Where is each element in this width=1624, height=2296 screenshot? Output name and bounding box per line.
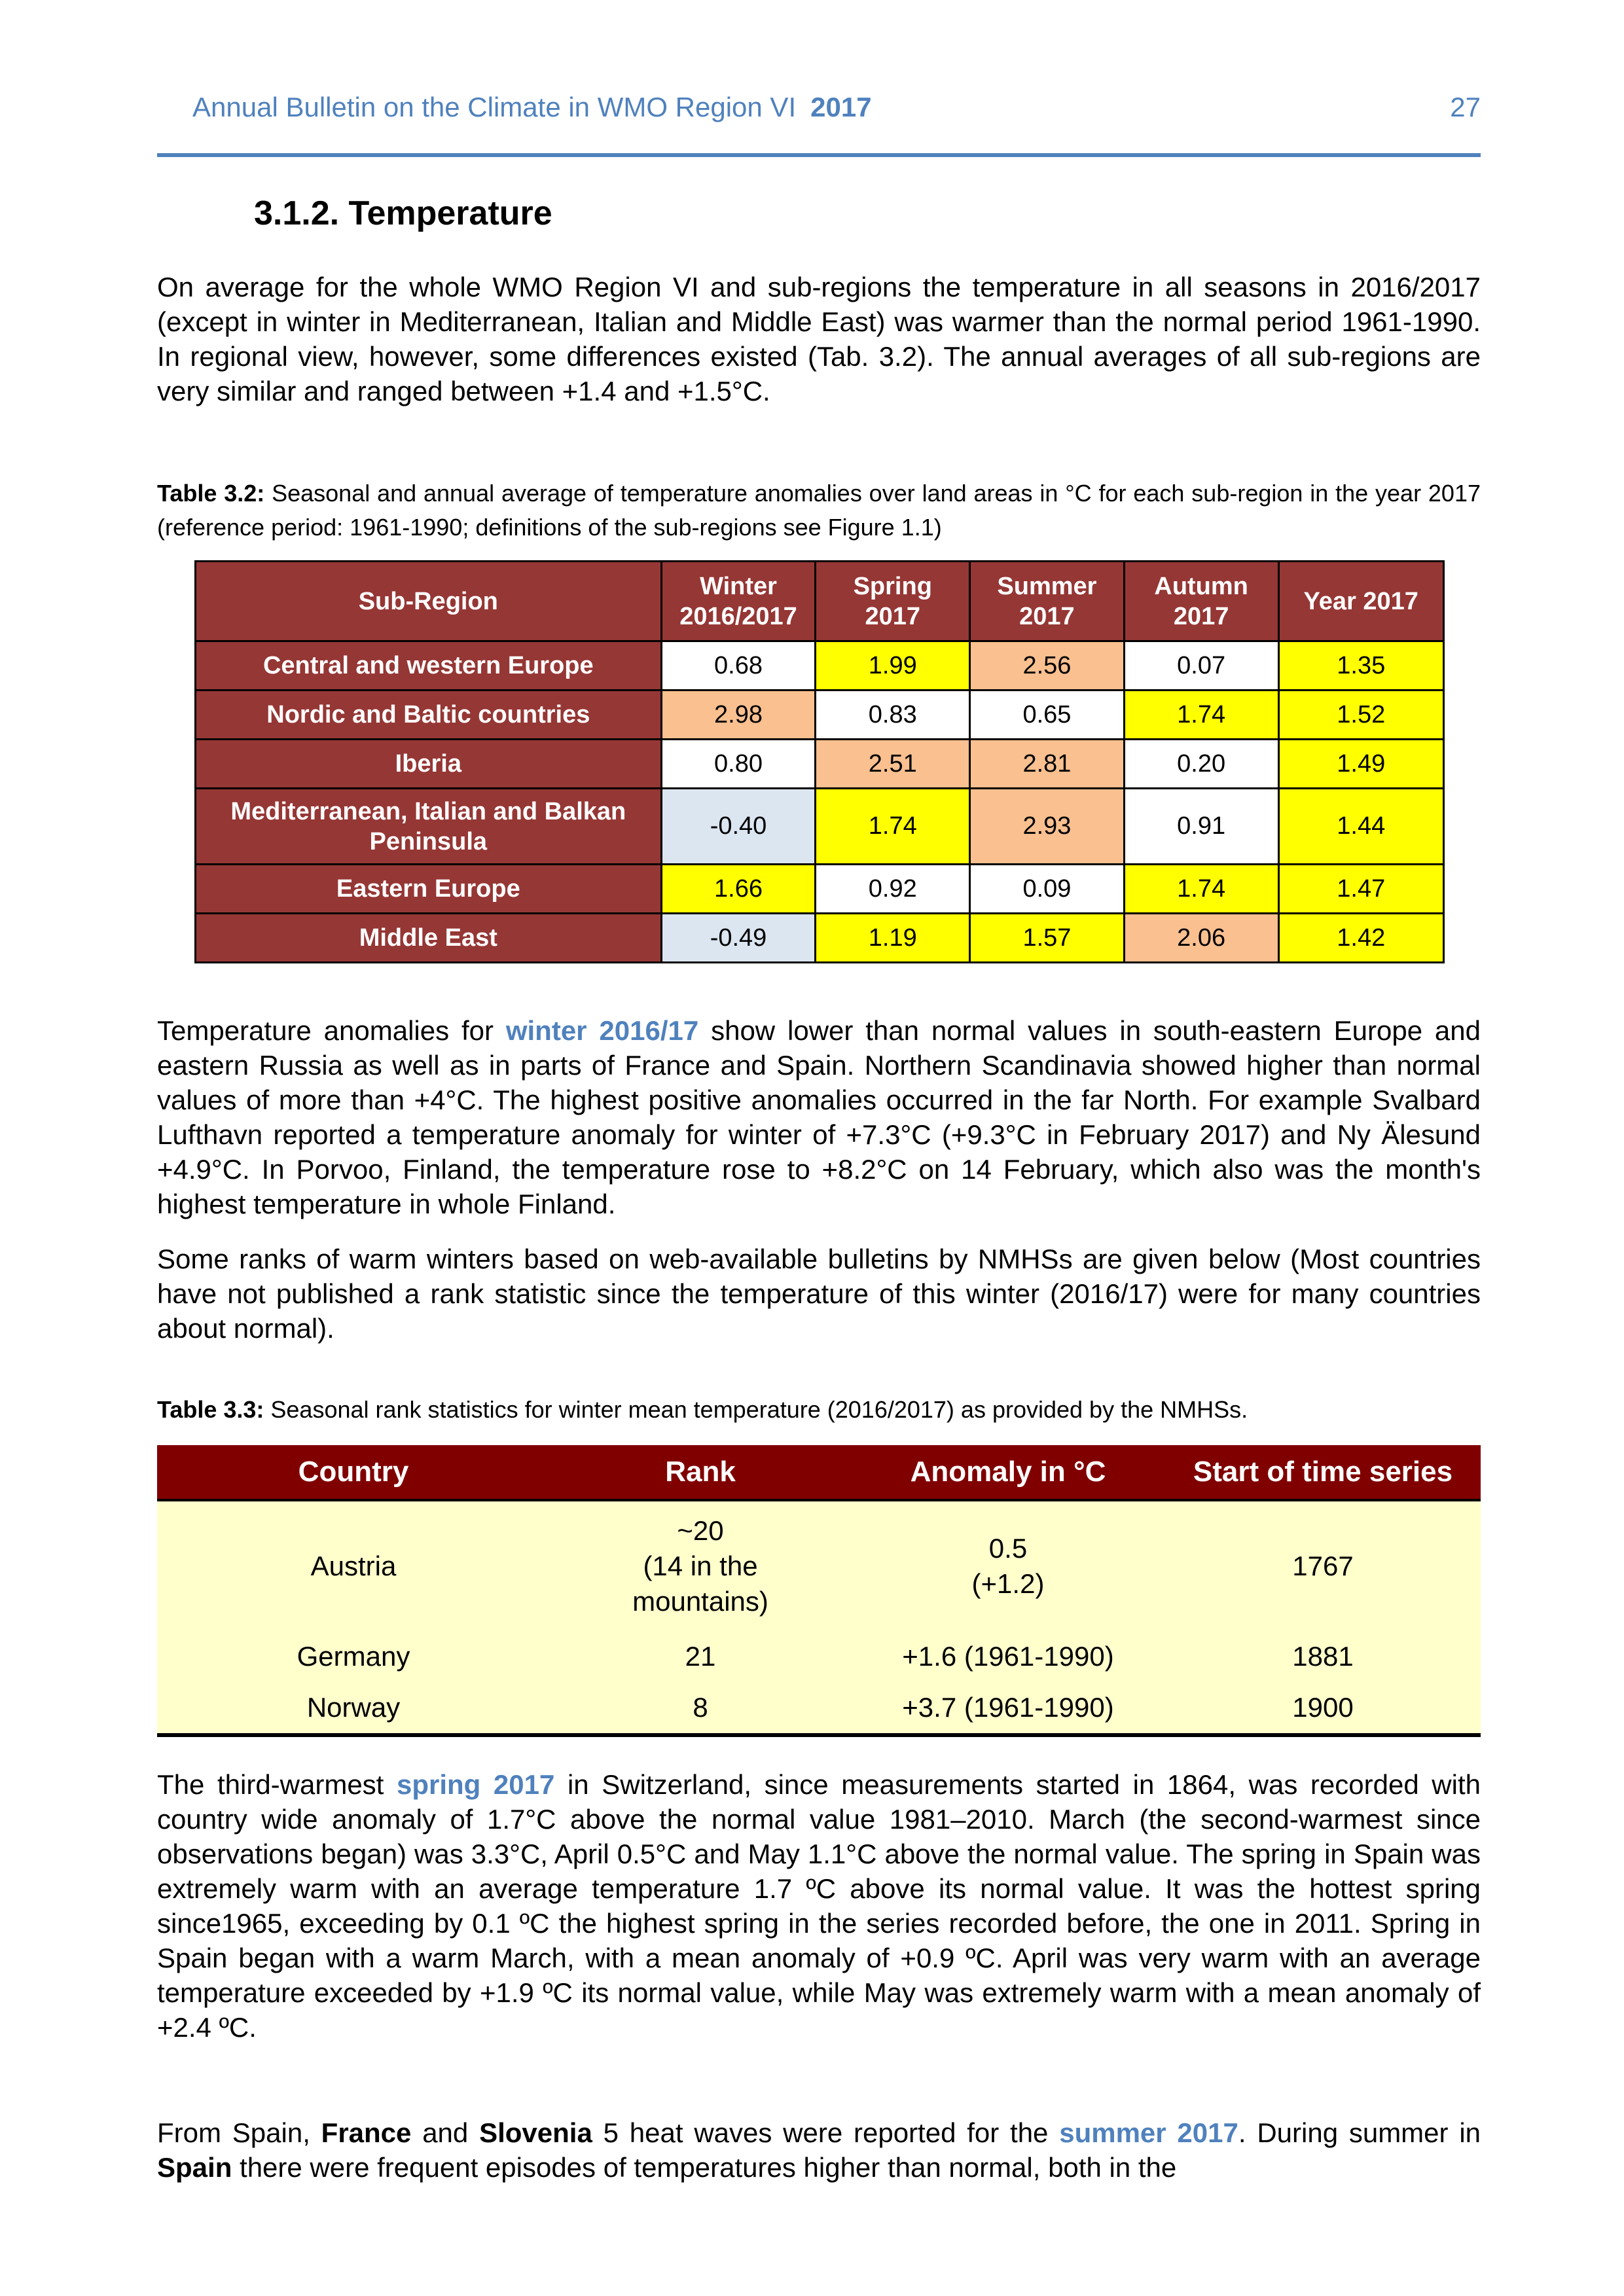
cell-country: Austria xyxy=(157,1500,550,1631)
col-header-spring-line2: 2017 xyxy=(865,602,921,630)
table-row xyxy=(196,641,1444,691)
table-row xyxy=(196,740,1444,789)
cell-anomaly: +1.6 (1961-1990) xyxy=(851,1631,1165,1682)
summer-text-5: there were frequent episodes of temperatures higher than normal, both in the xyxy=(232,2152,1177,2183)
summer-text-2: and xyxy=(411,2117,480,2148)
col-header-autumn xyxy=(1124,562,1278,641)
cell-summer: 0.09 xyxy=(970,865,1125,914)
col-header-summer-line2: 2017 xyxy=(1019,602,1075,630)
cell-winter: 0.80 xyxy=(661,740,816,789)
table-row xyxy=(196,865,1444,914)
row-label: Middle East xyxy=(196,914,662,963)
cell-summer: 0.65 xyxy=(970,691,1125,740)
cell-autumn: 0.91 xyxy=(1124,789,1278,865)
col-header-winter-line1: Winter xyxy=(700,572,777,600)
summer-highlight: summer 2017 xyxy=(1059,2117,1238,2148)
cell-anomaly-line2: (+1.2) xyxy=(971,1568,1045,1599)
table-3-3 xyxy=(157,1445,1481,1737)
table-row xyxy=(157,1631,1481,1682)
cell-start: 1767 xyxy=(1165,1500,1481,1631)
cell-rank-line3: mountains) xyxy=(632,1586,768,1617)
cell-summer: 2.81 xyxy=(970,740,1125,789)
col-header-year: Year 2017 xyxy=(1278,562,1444,641)
cell-rank-line1: ~20 xyxy=(677,1515,724,1546)
header-title-text: Annual Bulletin on the Climate in WMO Region VI xyxy=(192,92,797,122)
cell-start: 1900 xyxy=(1165,1682,1481,1735)
col-header-summer xyxy=(970,562,1125,641)
col-header-winter xyxy=(661,562,816,641)
summer-bold-slovenia: Slovenia xyxy=(479,2117,592,2148)
summer-bold-spain: Spain xyxy=(157,2152,232,2183)
spring-paragraph xyxy=(157,1767,1481,2045)
table-3-3-header-row xyxy=(157,1445,1481,1500)
col-header-summer-line1: Summer xyxy=(997,572,1097,600)
intro-paragraph: On average for the whole WMO Region VI and sub-regions the temperature in all seasons in 2016/2017 (except in winter in Mediterranean, Italian and Middle East) was warmer than the normal period 1961-1990. In regional view, however, some differences existed (Tab. 3.2). The annual averages of all sub-regions are very similar and ranged between +1.4 and +1.5°C. xyxy=(157,272,1481,406)
cell-year: 1.42 xyxy=(1278,914,1444,963)
summer-text-3: 5 heat waves were reported for the xyxy=(592,2117,1060,2148)
col-header-autumn-line1: Autumn xyxy=(1154,572,1248,600)
col-header-spring xyxy=(816,562,970,641)
cell-autumn: 0.20 xyxy=(1124,740,1278,789)
cell-summer: 2.93 xyxy=(970,789,1125,865)
col-header-spring-line1: Spring xyxy=(853,572,932,600)
cell-country: Norway xyxy=(157,1682,550,1735)
cell-summer: 1.57 xyxy=(970,914,1125,963)
cell-spring: 1.19 xyxy=(816,914,970,963)
cell-winter: 1.66 xyxy=(661,865,816,914)
winter-highlight: winter 2016/17 xyxy=(505,1015,699,1046)
section-title: 3.1.2. Temperature xyxy=(254,194,552,232)
header-title xyxy=(192,92,872,123)
table-3-2-caption xyxy=(157,476,1481,545)
cell-start: 1881 xyxy=(1165,1631,1481,1682)
header-year: 2017 xyxy=(810,92,872,122)
cell-spring: 0.92 xyxy=(816,865,970,914)
table-row xyxy=(196,691,1444,740)
cell-autumn: 1.74 xyxy=(1124,865,1278,914)
cell-autumn: 2.06 xyxy=(1124,914,1278,963)
table-3-2-caption-label: Table 3.2: xyxy=(157,480,265,507)
cell-spring: 1.74 xyxy=(816,789,970,865)
cell-year: 1.52 xyxy=(1278,691,1444,740)
table-3-3-caption-label: Table 3.3: xyxy=(157,1396,264,1423)
ranks-paragraph: Some ranks of warm winters based on web-available bulletins by NMHSs are given below (Most countries have not published a rank statistic since the temperature of this winter (2016/17) were for many countries about normal). xyxy=(157,1244,1481,1344)
cell-spring: 1.99 xyxy=(816,641,970,691)
winter-paragraph-start: Temperature anomalies for xyxy=(157,1015,506,1046)
cell-autumn: 1.74 xyxy=(1124,691,1278,740)
cell-winter: 0.68 xyxy=(661,641,816,691)
cell-autumn: 0.07 xyxy=(1124,641,1278,691)
summer-text-4: . During summer in xyxy=(1238,2117,1481,2148)
cell-country: Germany xyxy=(157,1631,550,1682)
col-header-winter-line2: 2016/2017 xyxy=(679,602,797,630)
cell-rank: 21 xyxy=(550,1631,851,1682)
table-row xyxy=(157,1500,1481,1631)
cell-rank: 8 xyxy=(550,1682,851,1735)
col-header-autumn-line2: 2017 xyxy=(1173,602,1229,630)
cell-spring: 2.51 xyxy=(816,740,970,789)
cell-winter: -0.40 xyxy=(661,789,816,865)
table-3-3-caption-text: Seasonal rank statistics for winter mean temperature (2016/2017) as provided by the NMHSs. xyxy=(264,1396,1248,1423)
row-label: Mediterranean, Italian and Balkan Peninsula xyxy=(196,789,662,865)
cell-year: 1.44 xyxy=(1278,789,1444,865)
spring-paragraph-start: The third-warmest xyxy=(157,1769,397,1800)
table-row xyxy=(157,1682,1481,1735)
cell-anomaly: +3.7 (1961-1990) xyxy=(851,1682,1165,1735)
spring-highlight: spring 2017 xyxy=(396,1769,555,1800)
cell-year: 1.49 xyxy=(1278,740,1444,789)
summer-bold-france: France xyxy=(321,2117,412,2148)
col-header-anomaly: Anomaly in °C xyxy=(851,1445,1165,1500)
table-row xyxy=(196,914,1444,963)
cell-anomaly xyxy=(851,1500,1165,1631)
col-header-country: Country xyxy=(157,1445,550,1500)
page-header xyxy=(157,92,1481,157)
row-label: Nordic and Baltic countries xyxy=(196,691,662,740)
page-number: 27 xyxy=(1450,92,1481,122)
col-header-rank: Rank xyxy=(550,1445,851,1500)
cell-rank xyxy=(550,1500,851,1631)
winter-paragraph xyxy=(157,1013,1481,1221)
table-row xyxy=(196,789,1444,865)
cell-anomaly-line1: 0.5 xyxy=(988,1533,1028,1564)
summer-paragraph xyxy=(157,2115,1481,2185)
table-3-2-header-row xyxy=(196,562,1444,641)
spring-paragraph-rest: in Switzerland, since measurements started in 1864, was recorded with country wide anomaly of 1.7°C above the normal value 1981–2010. March (the second-warmest since observations began) was 3.3°C, April 0.5°C and May 1.1°C above the normal value. The spring in Spain was extremely warm with an average temperature 1.7 ºC above its normal value. It was the hottest spring since1965, exceeding by 0.1 ºC the highest spring in the series recorded before, the one in 2011. Spring in Spain began with a warm March, with a mean anomaly of +0.9 ºC. April was very warm with an average temperature exceeded by +1.9 ºC its normal value, while May was extremely warm with a mean anomaly of +2.4 ºC. xyxy=(157,1769,1481,2043)
row-label: Eastern Europe xyxy=(196,865,662,914)
col-header-sub-region: Sub-Region xyxy=(196,562,662,641)
cell-winter: -0.49 xyxy=(661,914,816,963)
cell-year: 1.35 xyxy=(1278,641,1444,691)
cell-rank-line2: (14 in the xyxy=(643,1551,758,1581)
row-label: Central and western Europe xyxy=(196,641,662,691)
table-3-2-caption-text: Seasonal and annual average of temperature anomalies over land areas in °C for each sub-region in the year 2017 (reference period: 1961-1990; definitions of the sub-regions see Figure 1.1) xyxy=(157,480,1481,541)
summer-text-1: From Spain, xyxy=(157,2117,321,2148)
winter-paragraph-rest: show lower than normal values in south-eastern Europe and eastern Russia as well as in parts of France and Spain. Northern Scandinavia showed higher than normal values of more than +4°C. The highest positive anomalies occurred in the far North. For example Svalbard Lufthavn reported a temperature anomaly for winter of +7.3°C (+9.3°C in February 2017) and Ny Älesund +4.9°C. In Porvoo, Finland, the temperature rose to +8.2°C on 14 February, which also was the month's highest temperature in whole Finland. xyxy=(157,1015,1481,1219)
cell-year: 1.47 xyxy=(1278,865,1444,914)
table-3-2 xyxy=(194,560,1445,963)
cell-winter: 2.98 xyxy=(661,691,816,740)
table-3-3-caption xyxy=(157,1393,1481,1427)
cell-summer: 2.56 xyxy=(970,641,1125,691)
col-header-start: Start of time series xyxy=(1165,1445,1481,1500)
cell-spring: 0.83 xyxy=(816,691,970,740)
row-label: Iberia xyxy=(196,740,662,789)
